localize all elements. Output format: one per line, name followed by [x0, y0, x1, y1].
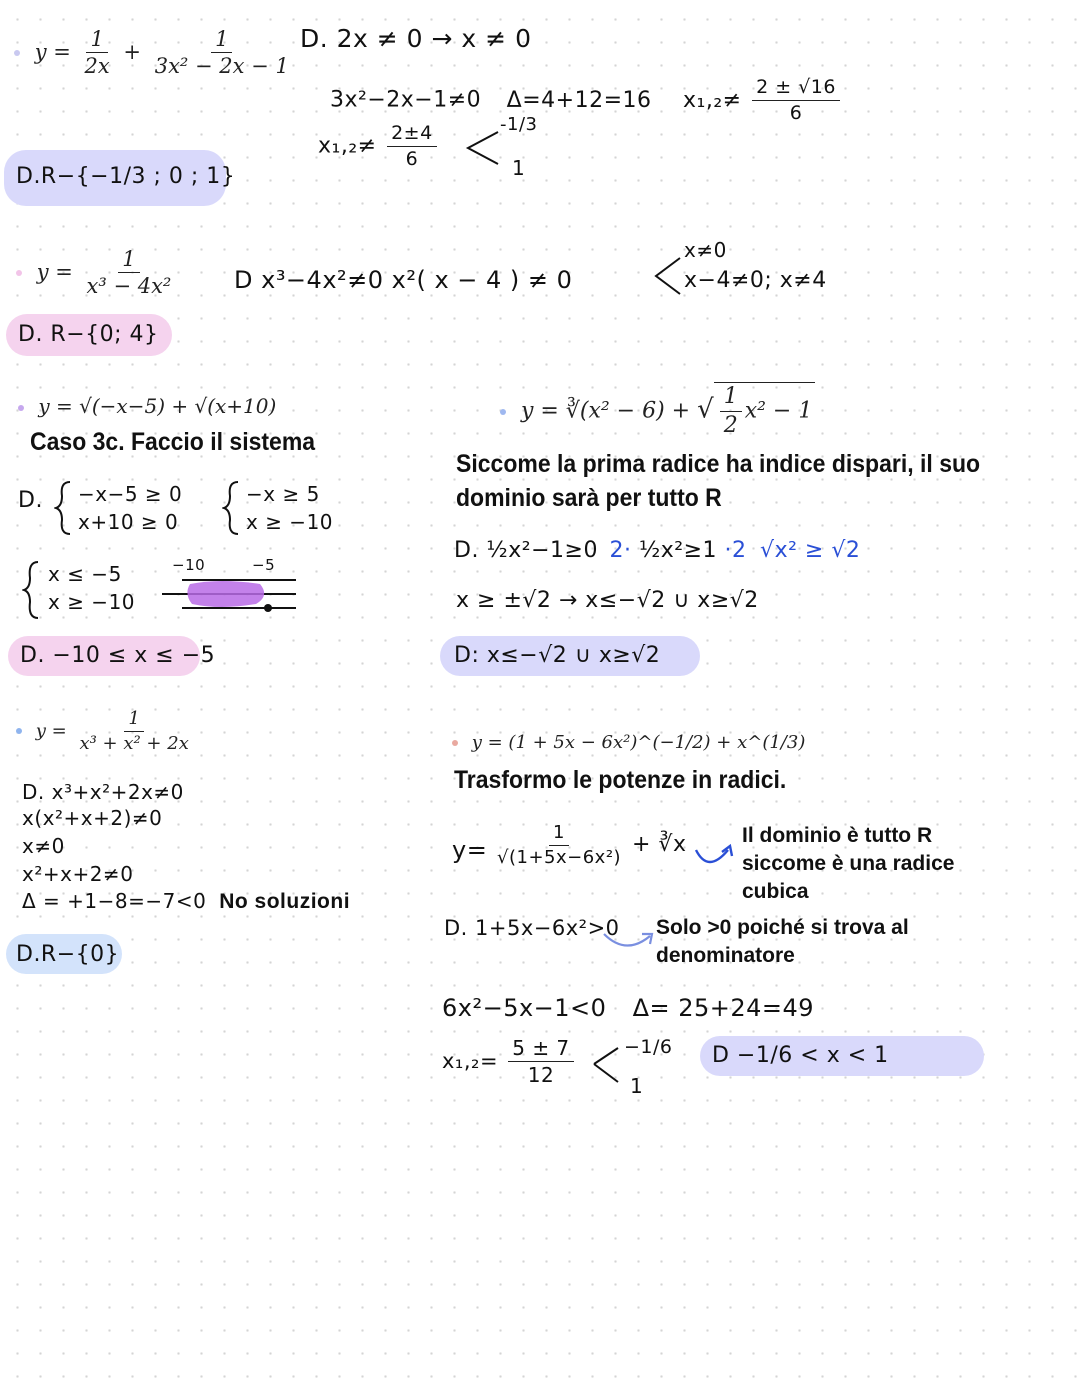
- ex6-domain-highlight: [700, 1036, 984, 1076]
- ex5-line3: x≠0: [22, 834, 65, 858]
- ex1-function: y = $\frac{1}{2x}$ + $\frac{1}{\text{3x² − 2x − 1}}$: [14, 26, 296, 81]
- ex4-function: y = ∛(x² − 6) + √ $\frac{1}{2}$ x² − 1: [500, 382, 815, 440]
- bullet-dot: [452, 740, 458, 746]
- ex4-note-line1: Siccome la prima radice ha indice dispari, il suo: [456, 450, 981, 478]
- ex3-d-label: D.: [18, 488, 43, 513]
- bullet-dot: [16, 270, 22, 276]
- ex1-domain: D.R−{−1/3 ; 0 ; 1}: [16, 164, 236, 189]
- curved-arrow-icon: [600, 928, 656, 954]
- ex6-roots: x₁,₂= $\frac{5 \pm 7}{12}$: [442, 1036, 577, 1088]
- bullet-dot: [16, 728, 22, 734]
- ex6-y-label: y=: [452, 836, 488, 864]
- ex3-sys3a: x ≤ −5: [48, 562, 122, 586]
- ex4-note-line2: dominio sarà per tutto R: [456, 484, 722, 512]
- ex6-fraction: $\frac{1}{\text{√(1+5x−6x²)}}$: [497, 822, 622, 868]
- ex2-case1: x≠0: [684, 238, 727, 262]
- ex3-domain: D. −10 ≤ x ≤ −5: [20, 643, 216, 668]
- ex2-function: y = $\frac{1}{\text{x³ − 4x²}}$: [16, 246, 178, 301]
- ex4-work1: D. ½x²−1≥0 2· ½x²≥1 ·2 √x² ≥ √2: [454, 538, 861, 563]
- ex6-cube-root: + ∛x: [632, 832, 687, 857]
- ex6-inequality: 6x²−5x−1<0 Δ= 25+24=49: [442, 994, 815, 1022]
- branch-arrow: [650, 252, 684, 298]
- ex5-domain: D.R−{0}: [16, 942, 120, 967]
- ex1-domain-highlight: [4, 150, 236, 206]
- ex1-line1: D. 2x ≠ 0 → x ≠ 0: [300, 24, 532, 53]
- ex1-line3: x₁,₂≠ $\frac{2\pm 4}{6}$: [318, 122, 440, 171]
- ex2-case2: x−4≠0; x≠4: [684, 268, 827, 293]
- ex3-sys2a: −x ≥ 5: [246, 482, 320, 506]
- ex1-root1: -1/3: [500, 114, 538, 135]
- ex6-root1: −1/6: [624, 1036, 673, 1058]
- ex3-note: Caso 3c. Faccio il sistema: [30, 428, 316, 456]
- ex6-note: Trasformo le potenze in radici.: [454, 766, 787, 794]
- ex2-domain-highlight: [6, 314, 172, 356]
- system-brace: [54, 478, 74, 538]
- ex6-domain: D −1/6 < x < 1: [712, 1043, 889, 1068]
- ex3-sys1a: −x−5 ≥ 0: [78, 482, 183, 506]
- bullet-dot: [500, 409, 506, 415]
- ex5-line1: D. x³+x²+2x≠0: [22, 780, 184, 804]
- ex6-condition-note: Solo >0 poiché si trova al denominatore: [656, 916, 909, 967]
- ex3-domain-highlight: [8, 636, 216, 676]
- ex4-work2: x ≥ ±√2 → x≤−√2 ∪ x≥√2: [456, 588, 759, 613]
- curved-arrow-icon: [690, 840, 740, 874]
- ex3-function: y = √(−x−5) + √(x+10): [18, 394, 276, 418]
- ex3-tick-2: −5: [252, 556, 276, 574]
- system-brace: [222, 478, 242, 538]
- ex5-function: y = $\frac{1}{\text{x³ + x² + 2x}}$: [16, 708, 196, 755]
- ex6-function: y = (1 + 5x − 6x²)^(−1/2) + x^(1/3): [452, 732, 805, 753]
- ex3-sys1b: x+10 ≥ 0: [78, 510, 179, 534]
- ex6-root2: 1: [630, 1074, 644, 1098]
- ex3-sys2b: x ≥ −10: [246, 510, 334, 534]
- system-brace: [22, 558, 42, 622]
- ex6-side-note: Il dominio è tutto R siccome è una radice cubica: [742, 824, 955, 903]
- ex5-line2: x(x²+x+2)≠0: [22, 806, 163, 830]
- ex1-root2: 1: [512, 156, 526, 180]
- ex2-domain: D. R−{0; 4}: [18, 322, 159, 347]
- ex3-sys3b: x ≥ −10: [48, 590, 136, 614]
- ex2-work: D x³−4x²≠0 x²( x − 4 ) ≠ 0: [234, 266, 573, 294]
- ex4-domain: D: x≤−√2 ∪ x≥√2: [454, 643, 661, 668]
- ex5-domain-highlight: [6, 934, 122, 974]
- branch-arrow: [590, 1040, 624, 1090]
- number-line-diagram: [160, 570, 300, 618]
- ex1-line2: 3x²−2x−1≠0 Δ=4+12=16 x₁,₂≠ $\frac{2 \pm √16}{6}$: [330, 76, 843, 125]
- ex4-domain-highlight: [440, 636, 700, 676]
- ex3-tick-1: −10: [172, 556, 206, 574]
- ex5-line4: x²+x+2≠0: [22, 862, 134, 886]
- bullet-dot: [18, 405, 24, 411]
- bullet-dot: [14, 50, 20, 56]
- branch-arrow: [462, 118, 502, 174]
- ex6-condition: D. 1+5x−6x²>0: [444, 916, 620, 940]
- ex5-line5: Δ = +1−8=−7<0 No soluzioni: [22, 889, 351, 913]
